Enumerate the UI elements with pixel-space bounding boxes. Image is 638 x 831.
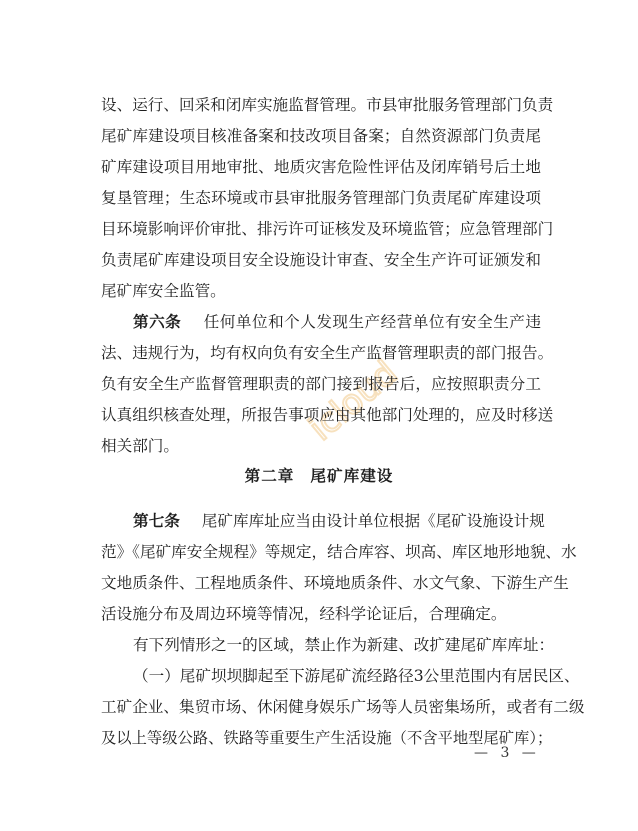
item-1-line: （一）尾矿坝坝脚起至下游尾矿流经路径3公里范围内有居民区、 (133, 667, 580, 685)
article-6-text: 任何单位和个人发现生产经营单位有安全生产违 (203, 313, 541, 331)
body-line: 复垦管理；生态环境或市县审批服务管理部门负责尾矿库建设项 (101, 189, 541, 207)
watermark-text: icloud (301, 352, 406, 449)
article-6-first-line (133, 312, 541, 332)
article-7-line: 范》《尾矿库安全规程》等规定，结合库容、坝高、库区地形地貌、水 (101, 543, 577, 561)
page-number: — 3 — (474, 745, 540, 761)
article-7-heading: 第七条 (133, 512, 180, 530)
article-6-line: 认真组织核查处理，所报告事项应由其他部门处理的，应及时移送 (101, 406, 554, 424)
body-line: 尾矿库建设项目核准备案和技改项目备案；自然资源部门负责尾 (101, 127, 541, 145)
body-line: 设、运行、回采和闭库实施监督管理。市县审批服务管理部门负责 (101, 96, 554, 114)
item-1-line: 及以上等级公路、铁路等重要生产生活设施（不含平地型尾矿库）； (101, 729, 553, 747)
chapter-title: 尾矿库建设 (310, 467, 394, 485)
body-line: 尾矿库安全监管。 (101, 282, 226, 300)
chapter-number: 第二章 (244, 467, 295, 485)
article-7-text: 尾矿库库址应当由设计单位根据《尾矿设施设计规 (201, 512, 545, 530)
article-6-line: 法、违规行为，均有权向负有安全生产监督管理职责的部门报告。 (101, 344, 554, 362)
article-7-line: 活设施分布及周边环境等情况，经科学论证后，合理确定。 (101, 605, 507, 623)
article-7-first-line (133, 511, 545, 531)
body-line: 矿库建设项目用地审批、地质灾害危险性评估及闭库销号后土地 (101, 158, 541, 176)
chapter-heading (0, 466, 638, 486)
article-6-heading: 第六条 (133, 313, 182, 331)
body-line: 负责尾矿库建设项目安全设施设计审查、安全生产许可证颁发和 (101, 251, 541, 269)
body-line: 目环境影响评价审批、排污许可证核发及环境监管；应急管理部门 (101, 220, 554, 238)
forbid-paragraph: 有下列情形之一的区域，禁止作为新建、改扩建尾矿库库址： (133, 636, 555, 654)
article-6-line: 负有安全生产监督管理职责的部门接到报告后，应按照职责分工 (101, 375, 541, 393)
article-7-line: 文地质条件、工程地质条件、环境地质条件、水文气象、下游生产生 (101, 574, 569, 592)
article-6-line: 相关部门。 (101, 437, 179, 455)
item-1-line: 工矿企业、集贸市场、休闲健身娱乐广场等人员密集场所，或者有二级 (101, 698, 585, 716)
